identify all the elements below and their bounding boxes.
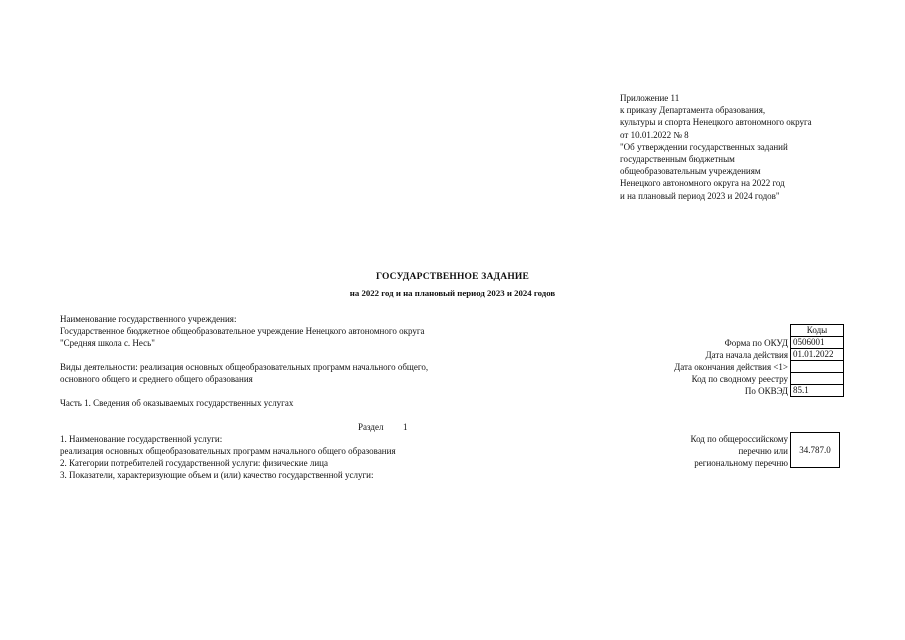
service-name-value: реализация основных общеобразовательных программ начального общего образования [60,446,396,456]
annex-line: от 10.01.2022 № 8 [620,129,689,140]
annex-block [620,92,812,202]
registry-label: региональному перечню [694,458,788,468]
annex-line: культуры и спорта Ненецкого автономного округа [620,117,812,128]
section-number: 1 [403,422,408,432]
institution-name-short: "Средняя школа с. Несь" [60,338,155,348]
end-date-label: Дата окончания действия <1> [674,362,788,372]
okved-label: По ОКВЭД [744,386,788,396]
activities-line: Виды деятельности: реализация основных общеобразовательных программ начального общего, [60,362,429,372]
annex-line: "Об утверждении государственных заданий [620,141,788,152]
registry-code-box: 34.787.0 [790,432,840,468]
end-date-value [791,361,844,373]
annex-line: Ненецкого автономного округа на 2022 год [620,178,785,189]
registry-label: перечню или [738,446,788,456]
document-subtitle: на 2022 год и на плановый период 2023 и 2024 годов [349,288,556,298]
activities-line: основного общего и среднего общего образования [60,374,253,384]
annex-line: общеобразовательным учреждениям [620,166,761,177]
start-date-label: Дата начала действия [705,350,788,360]
service-name-label: 1. Наименование государственной услуги: [60,434,223,444]
service-consumers: 2. Категории потребителей государственной услуги: физические лица [60,458,328,468]
okud-value: 0506001 [791,337,844,349]
document-title: ГОСУДАРСТВЕННОЕ ЗАДАНИЕ [375,272,530,282]
start-date-value: 01.01.2022 [791,349,844,361]
annex-line: и на плановый период 2023 и 2024 годов" [620,190,780,201]
codes-table [790,324,844,397]
institution-label: Наименование государственного учреждения: [60,314,237,324]
registry-code-value [791,373,844,385]
annex-line: Приложение 11 [620,93,680,103]
section-label: Раздел [358,422,384,432]
service-indicators: 3. Показатели, характеризующие объем и (или) качество государственной услуги: [60,470,374,480]
registry-code-label: Код по сводному реестру [691,374,788,384]
part-heading: Часть 1. Сведения об оказываемых государственных услугах [60,398,294,408]
codes-header: Коды [791,325,844,337]
okved-value: 85.1 [791,385,844,397]
annex-line: государственным бюджетным [620,154,735,165]
institution-name: Государственное бюджетное общеобразовательное учреждение Ненецкого автономного округа [60,326,425,336]
annex-line: к приказу Департамента образования, [620,105,766,116]
registry-label: Код по общероссийскому [690,434,788,444]
okud-label: Форма по ОКУД [724,338,788,348]
